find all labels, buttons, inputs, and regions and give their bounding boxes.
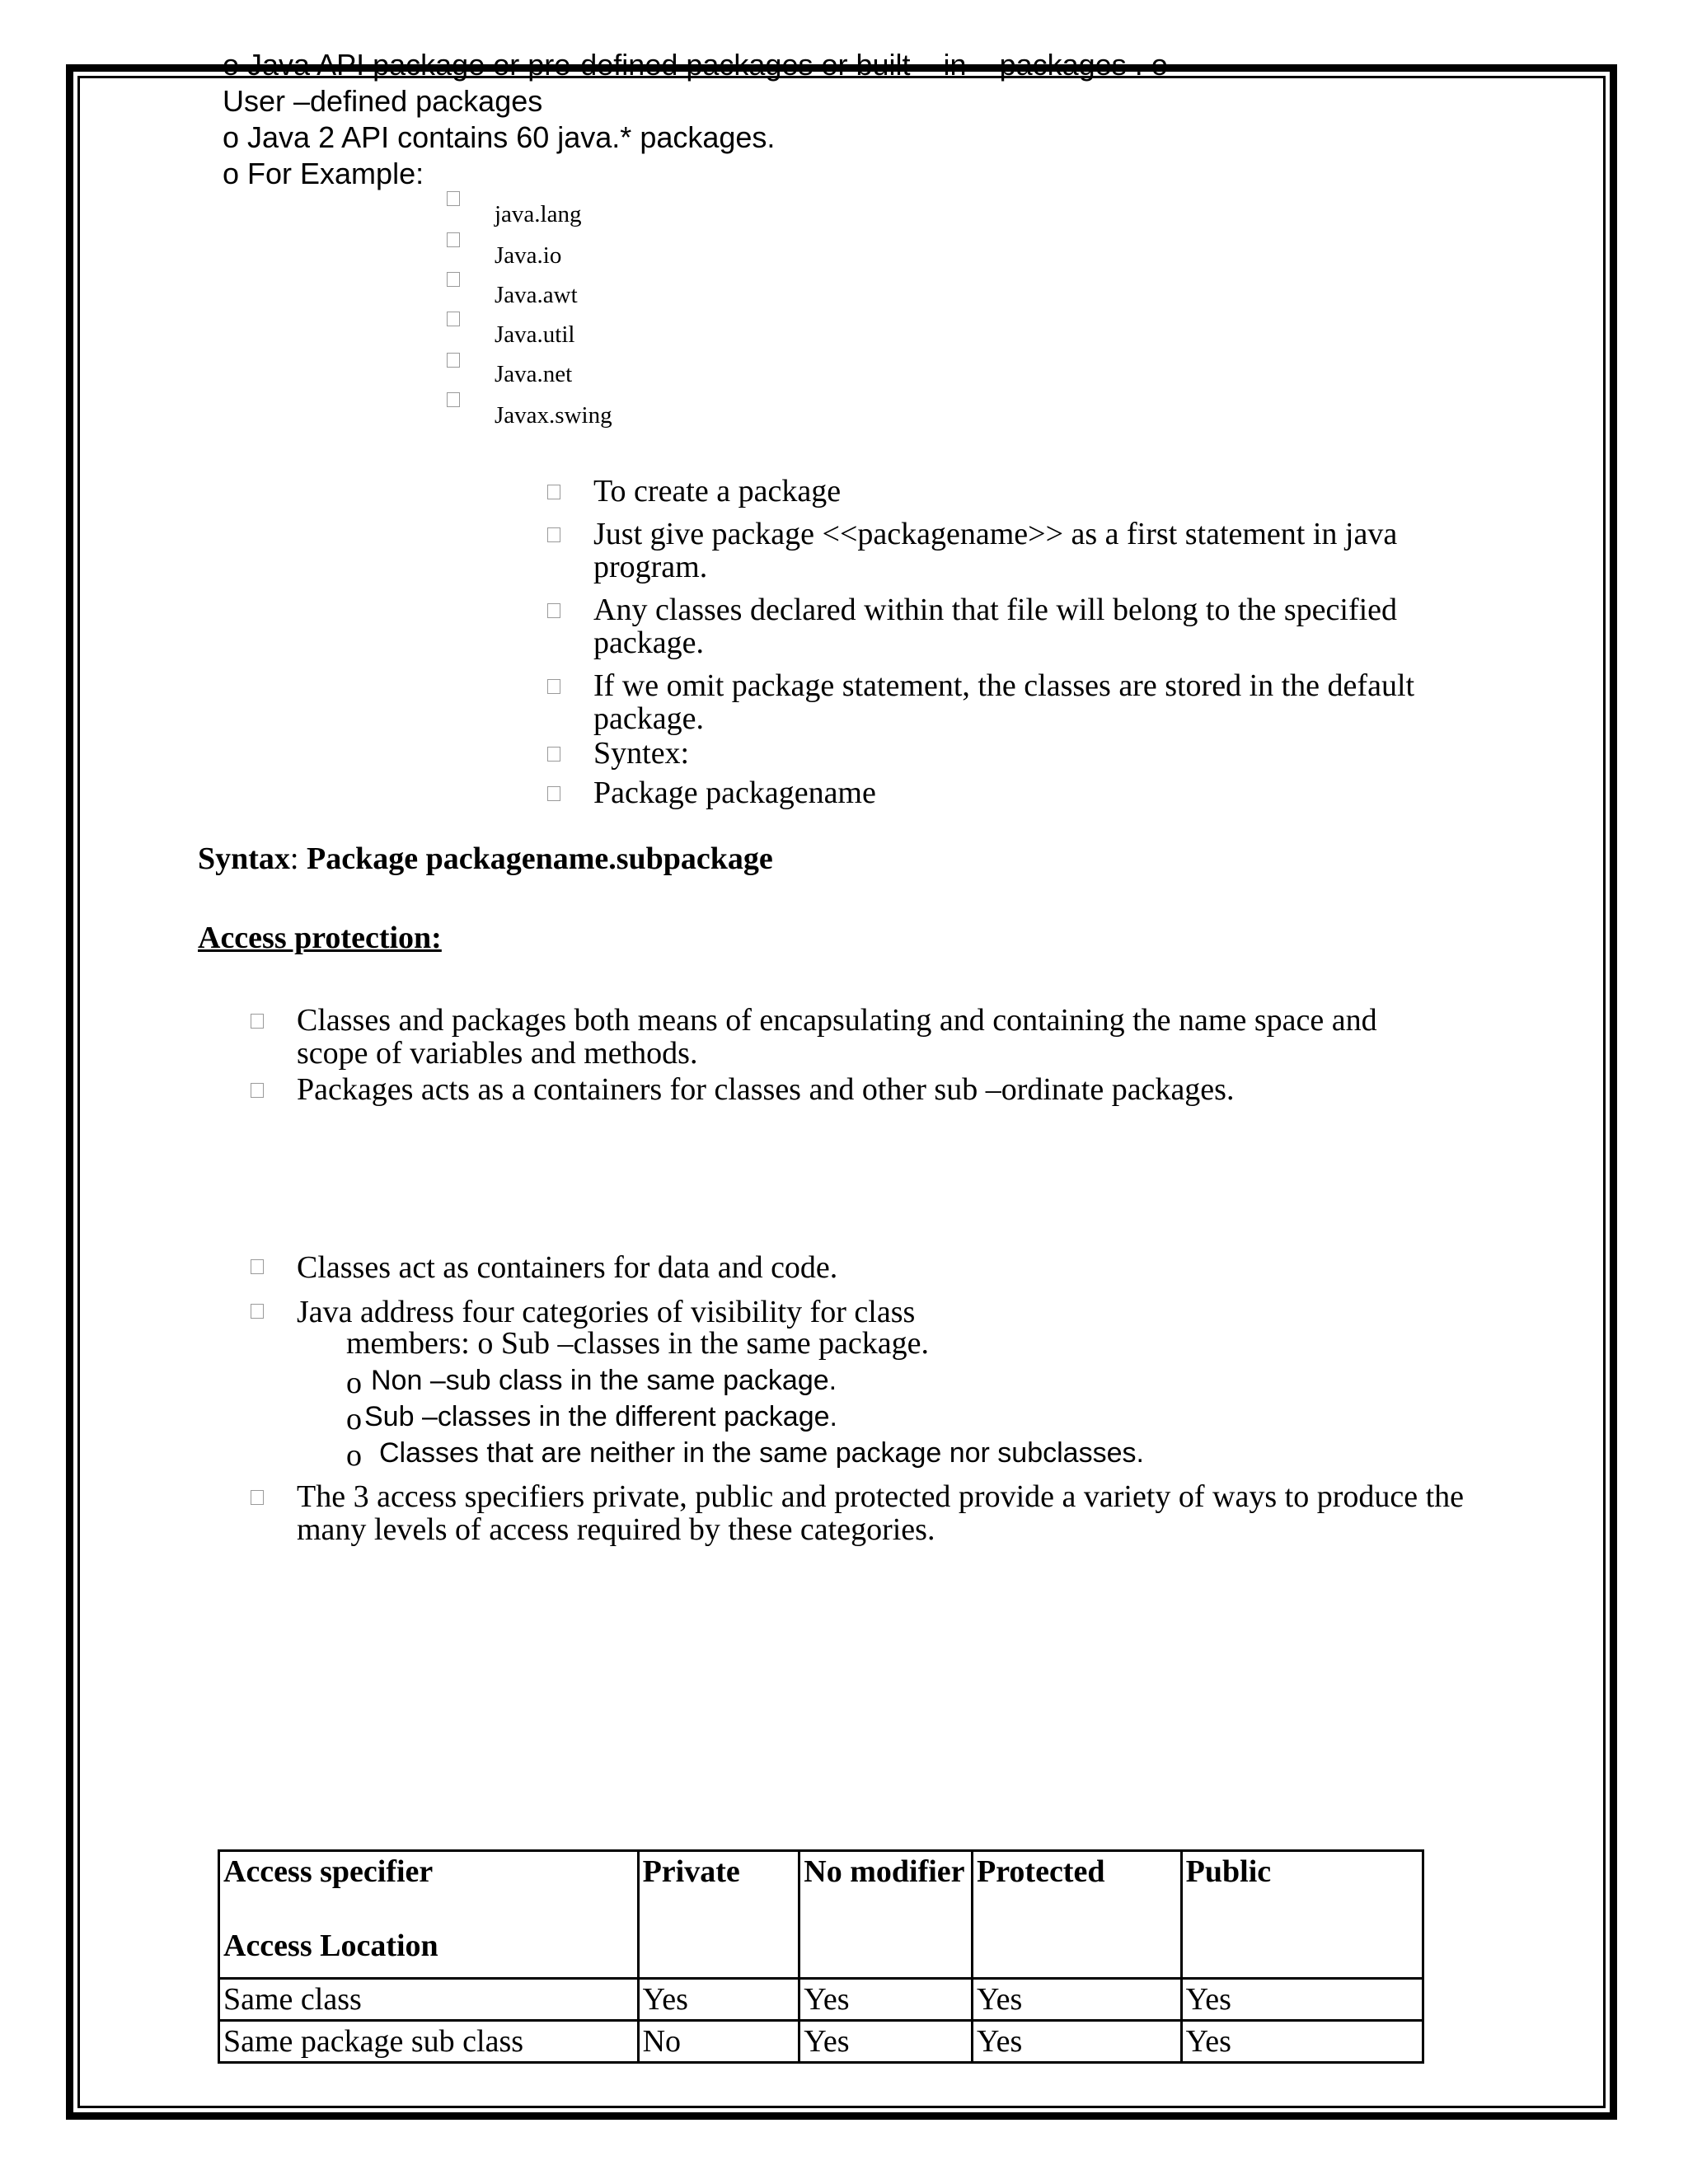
table-cell: Same package sub class [219, 2021, 639, 2063]
checkbox-glyph-icon [547, 485, 560, 499]
table-cell: Same class [219, 1979, 639, 2021]
table-header-row [219, 1851, 1423, 1979]
syntax-value: Package packagename.subpackage [306, 841, 773, 876]
checkbox-glyph-icon [547, 747, 560, 762]
table-header-cell: No modifier [799, 1851, 973, 1979]
syntax-label: Syntax [198, 841, 290, 876]
table-cell: Yes [973, 1979, 1182, 2021]
list-item: Javax.swing [495, 402, 612, 429]
list-item: Packages acts as a containers for classes and other sub –ordinate packages. [297, 1072, 1235, 1107]
checkbox-glyph-icon [547, 527, 560, 542]
list-item: Syntex: [593, 736, 690, 771]
list-item: Java.net [495, 361, 573, 387]
list-item: Java.util [495, 321, 575, 348]
table-header-cell: Private [638, 1851, 799, 1979]
syntax-separator: : [289, 841, 307, 876]
list-item: If we omit package statement, the classes are stored in the default package. [593, 668, 1415, 736]
list-item: The 3 access specifiers private, public and protected provide a variety of ways to produce the many levels of access required by these categories. [297, 1479, 1465, 1547]
list-item: Classes act as containers for data and code. [297, 1250, 838, 1285]
syntax-line [198, 841, 773, 877]
list-item: Java address four categories of visibility for class [297, 1295, 916, 1329]
checkbox-glyph-icon [251, 1259, 264, 1274]
table-header-cell [219, 1851, 639, 1979]
table-cell: Yes [799, 2021, 973, 2063]
table-cell: No [638, 2021, 799, 2063]
checkbox-glyph-icon [447, 353, 460, 368]
checkbox-glyph-icon [251, 1083, 264, 1098]
list-item-continuation: members: o Sub –classes in the same package. [346, 1326, 930, 1361]
table-cell: Yes [973, 2021, 1182, 2063]
sub-list-item: Classes that are neither in the same package nor subclasses. [379, 1437, 1144, 1469]
sub-bullet-marker: o [346, 1366, 362, 1400]
header-access-location: Access Location [223, 1929, 438, 1963]
list-item: Classes and packages both means of encapsulating and containing the name space and scope of variables and methods. [297, 1003, 1377, 1071]
list-item: Any classes declared within that file will belong to the specified package. [593, 593, 1398, 660]
checkbox-glyph-icon [547, 786, 560, 801]
checkbox-glyph-icon [251, 1304, 264, 1319]
sub-list-item: Sub –classes in the different package. [364, 1401, 837, 1432]
list-item: To create a package [593, 474, 842, 509]
checkbox-glyph-icon [447, 191, 460, 206]
intro-line-4: o For Example: [223, 157, 424, 190]
checkbox-glyph-icon [447, 312, 460, 326]
checkbox-glyph-icon [251, 1014, 264, 1029]
checkbox-glyph-icon [547, 603, 560, 618]
list-item: Java.io [495, 242, 562, 269]
table-cell: Yes [638, 1979, 799, 2021]
list-item: Package packagename [593, 776, 876, 810]
table-cell: Yes [799, 1979, 973, 2021]
table-header-cell: Protected [973, 1851, 1182, 1979]
checkbox-glyph-icon [447, 392, 460, 407]
checkbox-glyph-icon [447, 272, 460, 287]
table-cell: Yes [1181, 2021, 1423, 2063]
table-cell: Yes [1181, 1979, 1423, 2021]
intro-line-2: User –defined packages [223, 84, 543, 118]
table-row [219, 1979, 1423, 2021]
checkbox-glyph-icon [547, 679, 560, 694]
checkbox-glyph-icon [447, 232, 460, 247]
intro-line-3: o Java 2 API contains 60 java.* packages. [223, 120, 776, 154]
table-header-cell: Public [1181, 1851, 1423, 1979]
sub-bullet-marker: o [346, 1402, 362, 1436]
list-item: java.lang [495, 201, 582, 227]
header-access-specifier: Access specifier [223, 1854, 434, 1889]
list-item: Just give package <<packagename>> as a first statement in java program. [593, 517, 1398, 584]
table-row [219, 2021, 1423, 2063]
sub-list-item: Non –sub class in the same package. [371, 1365, 837, 1396]
intro-line-1: o Java API package or pre-defined packages or built – in – packages . o [223, 48, 1168, 82]
sub-bullet-marker: o [346, 1438, 362, 1473]
checkbox-glyph-icon [251, 1490, 264, 1505]
access-protection-heading: Access protection: [198, 921, 442, 955]
access-table [218, 1849, 1424, 2064]
list-item: Java.awt [495, 282, 578, 308]
